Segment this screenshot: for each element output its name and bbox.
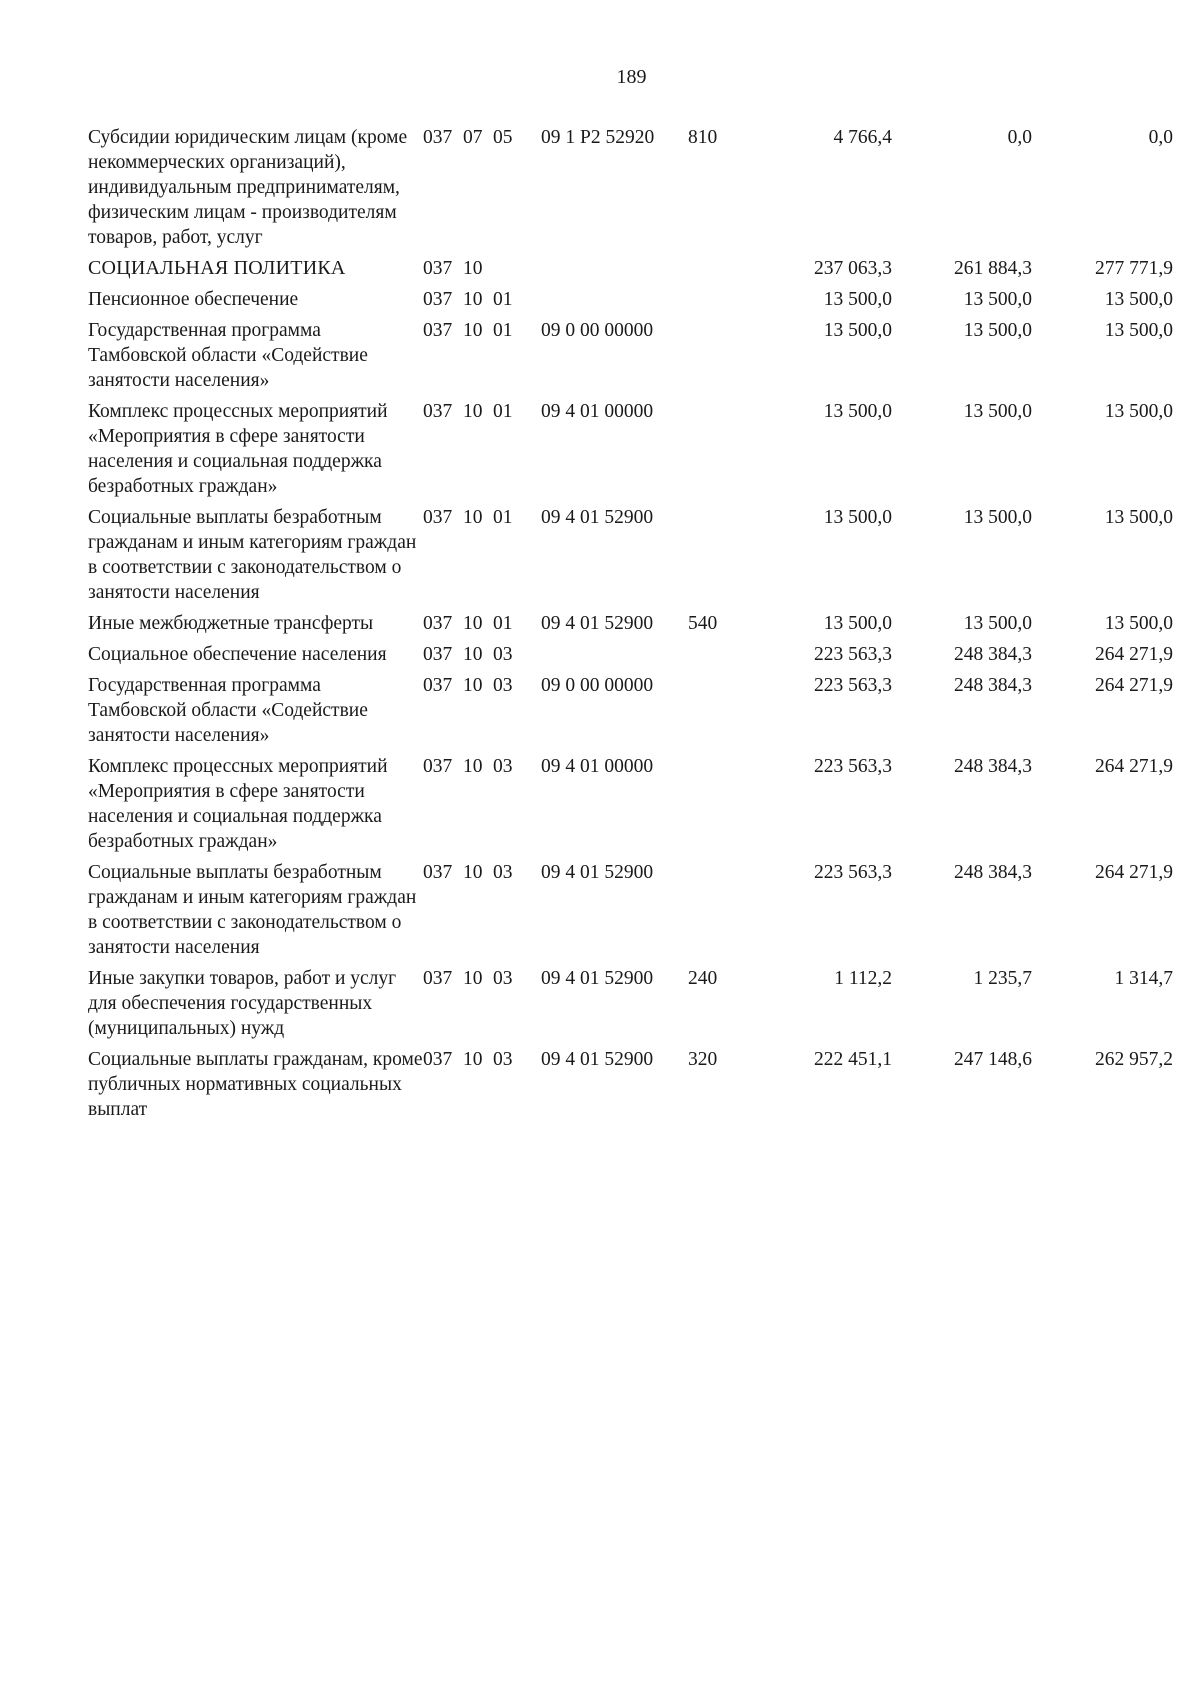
amount-2025-cell: 223 563,3: [814, 756, 892, 777]
section-code-cell: 10: [463, 613, 483, 634]
subsection-code-cell: [493, 256, 541, 287]
amount-2027-cell: 264 271,9: [1095, 756, 1173, 777]
amount-2026-cell: 13 500,0: [963, 320, 1032, 341]
section-code-cell: 10: [463, 320, 483, 341]
grbs-code-cell: 037: [423, 644, 453, 665]
expense-type-cell: [688, 287, 742, 318]
grbs-code-cell: 037: [423, 862, 453, 883]
row-name-cell: Иные закупки товаров, работ и услуг для обеспечения государственных (муниципальных) нужд: [88, 968, 397, 1039]
amount-2026-cell: 13 500,0: [963, 401, 1032, 422]
amount-2025-cell: 13 500,0: [823, 320, 892, 341]
amount-2026-cell: 248 384,3: [954, 644, 1032, 665]
table-row: [88, 642, 1173, 673]
amount-2027-cell: 13 500,0: [1104, 507, 1173, 528]
subsection-code-cell: 03: [493, 644, 513, 665]
row-name-cell: Социальные выплаты гражданам, кроме публичных нормативных социальных выплат: [88, 1049, 423, 1120]
section-code-cell: 10: [463, 507, 483, 528]
section-code-cell: 10: [463, 675, 483, 696]
budget-table: [88, 125, 1173, 1128]
amount-2025-cell: 4 766,4: [833, 127, 892, 148]
table-row: [88, 318, 1173, 399]
amount-2027-cell: 1 314,7: [1114, 968, 1173, 989]
target-article-cell: 09 0 00 00000: [541, 320, 654, 341]
section-code-cell: 10: [463, 401, 483, 422]
row-name-cell: Иные межбюджетные трансферты: [88, 613, 374, 634]
expense-type-cell: [688, 642, 742, 673]
amount-2027-cell: 13 500,0: [1104, 289, 1173, 310]
amount-2027-cell: 262 957,2: [1095, 1049, 1173, 1070]
row-name-cell: Государственная программа Тамбовской области «Содействие занятости населения»: [88, 675, 368, 746]
section-code-cell: 10: [463, 258, 483, 279]
target-article-cell: [541, 642, 688, 673]
expense-type-cell: [688, 754, 742, 860]
expense-type-cell: [688, 399, 742, 505]
target-article-cell: 09 4 01 00000: [541, 401, 654, 422]
amount-2026-cell: 248 384,3: [954, 675, 1032, 696]
amount-2025-cell: 222 451,1: [814, 1049, 892, 1070]
expense-type-cell: [688, 505, 742, 611]
amount-2026-cell: 248 384,3: [954, 862, 1032, 883]
table-row: [88, 125, 1173, 256]
grbs-code-cell: 037: [423, 401, 453, 422]
grbs-code-cell: 037: [423, 320, 453, 341]
target-article-cell: 09 4 01 52900: [541, 613, 654, 634]
section-code-cell: 07: [463, 127, 483, 148]
table-row: [88, 754, 1173, 860]
subsection-code-cell: 05: [493, 127, 513, 148]
row-name-cell: Социальные выплаты безработным гражданам и иным категориям граждан в соответствии с законодательством о занятости населения: [88, 862, 417, 958]
subsection-code-cell: 01: [493, 401, 513, 422]
row-name-cell: Комплекс процессных мероприятий «Мероприятия в сфере занятости населения и социальная поддержка безработных граждан»: [88, 401, 388, 497]
expense-type-cell: [688, 860, 742, 966]
section-code-cell: 10: [463, 644, 483, 665]
grbs-code-cell: 037: [423, 968, 453, 989]
subsection-code-cell: 03: [493, 756, 513, 777]
target-article-cell: 09 4 01 52900: [541, 862, 654, 883]
subsection-code-cell: 03: [493, 1049, 513, 1070]
amount-2027-cell: 264 271,9: [1095, 675, 1173, 696]
target-article-cell: 09 4 01 00000: [541, 756, 654, 777]
section-code-cell: 10: [463, 1049, 483, 1070]
amount-2025-cell: 13 500,0: [823, 613, 892, 634]
section-code-cell: 10: [463, 862, 483, 883]
amount-2025-cell: 13 500,0: [823, 507, 892, 528]
table-row: [88, 966, 1173, 1047]
amount-2026-cell: 13 500,0: [963, 507, 1032, 528]
section-code-cell: 10: [463, 968, 483, 989]
amount-2025-cell: 237 063,3: [814, 258, 892, 279]
table-row: [88, 673, 1173, 754]
grbs-code-cell: 037: [423, 507, 453, 528]
table-row: [88, 860, 1173, 966]
amount-2025-cell: 223 563,3: [814, 675, 892, 696]
row-name-cell: Социальное обеспечение населения: [88, 644, 387, 665]
amount-2026-cell: 248 384,3: [954, 756, 1032, 777]
expense-type-cell: 540: [688, 613, 718, 634]
row-name-cell: Комплекс процессных мероприятий «Мероприятия в сфере занятости населения и социальная поддержка безработных граждан»: [88, 756, 388, 852]
row-name-cell: Пенсионное обеспечение: [88, 289, 299, 310]
grbs-code-cell: 037: [423, 127, 453, 148]
grbs-code-cell: 037: [423, 613, 453, 634]
section-code-cell: 10: [463, 289, 483, 310]
subsection-code-cell: 01: [493, 289, 513, 310]
target-article-cell: 09 4 01 52900: [541, 968, 654, 989]
expense-type-cell: 240: [688, 968, 718, 989]
amount-2026-cell: 13 500,0: [963, 289, 1032, 310]
target-article-cell: 09 1 Р2 52920: [541, 127, 655, 148]
amount-2025-cell: 13 500,0: [823, 289, 892, 310]
amount-2026-cell: 13 500,0: [963, 613, 1032, 634]
amount-2025-cell: 223 563,3: [814, 644, 892, 665]
amount-2025-cell: 13 500,0: [823, 401, 892, 422]
expense-type-cell: [688, 256, 742, 287]
amount-2026-cell: 261 884,3: [954, 258, 1032, 279]
table-row: [88, 256, 1173, 287]
row-name-cell: СОЦИАЛЬНАЯ ПОЛИТИКА: [88, 257, 346, 279]
subsection-code-cell: 03: [493, 968, 513, 989]
amount-2027-cell: 264 271,9: [1095, 862, 1173, 883]
subsection-code-cell: 03: [493, 675, 513, 696]
expense-type-cell: [688, 673, 742, 754]
table-row: [88, 1047, 1173, 1128]
amount-2027-cell: 264 271,9: [1095, 644, 1173, 665]
grbs-code-cell: 037: [423, 289, 453, 310]
row-name-cell: Субсидии юридическим лицам (кроме некоммерческих организаций), индивидуальным предпринимателям, физическим лицам - производителям товаров, работ, услуг: [88, 127, 408, 248]
target-article-cell: 09 0 00 00000: [541, 675, 654, 696]
amount-2026-cell: 0,0: [1007, 127, 1032, 148]
row-name-cell: Социальные выплаты безработным гражданам и иным категориям граждан в соответствии с законодательством о занятости населения: [88, 507, 417, 603]
amount-2026-cell: 247 148,6: [954, 1049, 1032, 1070]
expense-type-cell: 810: [688, 127, 718, 148]
table-body: [88, 125, 1173, 1128]
amount-2025-cell: 223 563,3: [814, 862, 892, 883]
subsection-code-cell: 01: [493, 613, 513, 634]
target-article-cell: [541, 287, 688, 318]
grbs-code-cell: 037: [423, 258, 453, 279]
grbs-code-cell: 037: [423, 1049, 453, 1070]
amount-2027-cell: 13 500,0: [1104, 320, 1173, 341]
expense-type-cell: 320: [688, 1049, 718, 1070]
subsection-code-cell: 01: [493, 507, 513, 528]
target-article-cell: [541, 256, 688, 287]
section-code-cell: 10: [463, 756, 483, 777]
page-number: 189: [616, 66, 647, 88]
table-row: [88, 287, 1173, 318]
table-row: [88, 399, 1173, 505]
subsection-code-cell: 01: [493, 320, 513, 341]
amount-2027-cell: 13 500,0: [1104, 401, 1173, 422]
table-row: [88, 505, 1173, 611]
amount-2025-cell: 1 112,2: [834, 968, 892, 989]
subsection-code-cell: 03: [493, 862, 513, 883]
target-article-cell: 09 4 01 52900: [541, 1049, 654, 1070]
amount-2026-cell: 1 235,7: [973, 968, 1032, 989]
target-article-cell: 09 4 01 52900: [541, 507, 654, 528]
table-row: [88, 611, 1173, 642]
row-name-cell: Государственная программа Тамбовской области «Содействие занятости населения»: [88, 320, 368, 391]
grbs-code-cell: 037: [423, 675, 453, 696]
amount-2027-cell: 13 500,0: [1104, 613, 1173, 634]
grbs-code-cell: 037: [423, 756, 453, 777]
amount-2027-cell: 0,0: [1148, 127, 1173, 148]
amount-2027-cell: 277 771,9: [1095, 258, 1173, 279]
expense-type-cell: [688, 318, 742, 399]
